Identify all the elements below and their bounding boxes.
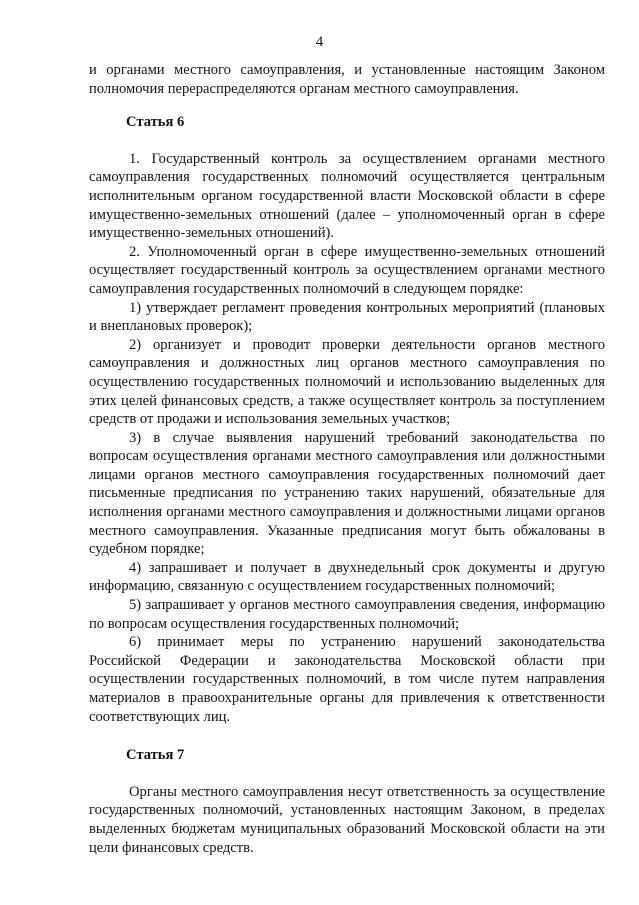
article-6-paragraph-1: 1. Государственный контроль за осуществлением органами местного самоуправления государственных полномочий осуществляется центральным исполнительным органом государственной власти Московской области в сфере имущественно-земельных отношений (далее – уполномоченный орган в сфере имущественно-земельных отношений). — [89, 150, 605, 242]
article-6-item-5: 5) запрашивает у органов местного самоуправления сведения, информацию по вопросам осуществления государственных полномочий; — [89, 597, 605, 632]
article-6-heading: Статья 6 — [126, 114, 185, 131]
page-number: 4 — [315, 34, 324, 50]
article-7-paragraph-1: Органы местного самоуправления несут ответственность за осуществление государственных полномочий, установленных настоящим Законом, в пределах выделенных бюджетам муниципальных образований Московской области на эти цели финансовых средств. — [89, 783, 605, 856]
article-6-item-2: 2) организует и проводит проверки деятельности органов местного самоуправления и должностных лиц органов местного самоуправления по осуществлению государственных полномочий и использованию выделенных для этих целей финансовых средств, а также осуществляет контроль за поступлением средств от продажи и использования земельных участков; — [89, 336, 605, 428]
intro-paragraph: и органами местного самоуправления, и установленные настоящим Законом полномочия перераспределяются органам местного самоуправления. — [89, 62, 605, 97]
article-6-item-3: 3) в случае выявления нарушений требований законодательства по вопросам осуществления органами местного самоуправления или должностными лицами органов местного самоуправления государственных полномочий дает письменные предписания по устранению таких нарушений, обязательные для исполнения органами местного самоуправления и должностными лицами органов местного самоуправления. Указанные предписания могут быть обжалованы в судебном порядке; — [89, 429, 605, 558]
document-body — [89, 61, 605, 857]
article-6-item-6: 6) принимает меры по устранению нарушений законодательства Российской Федерации и законодательства Московской области при осуществлении государственных полномочий, в том числе путем направления материалов в правоохранительные органы для привлечения к ответственности соответствующих лиц. — [89, 634, 605, 725]
article-6-item-4: 4) запрашивает и получает в двухнедельный срок документы и другую информацию, связанную с осуществлением государственных полномочий; — [89, 559, 605, 595]
article-6-item-1: 1) утверждает регламент проведения контрольных мероприятий (плановых и внеплановых проверок); — [89, 299, 605, 335]
article-7-heading: Статья 7 — [126, 747, 185, 764]
article-6-paragraph-2: 2. Уполномоченный орган в сфере имущественно-земельных отношений осуществляет государственный контроль за осуществлением органами местного самоуправления государственных полномочий в следующем порядке: — [89, 243, 605, 297]
